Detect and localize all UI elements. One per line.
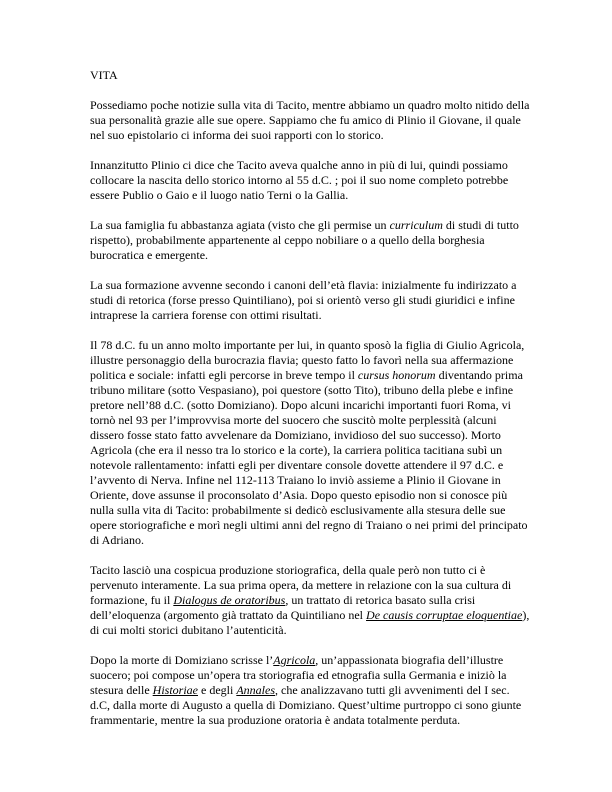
work-title-link: Agricola [273, 653, 316, 667]
work-title-link: Historiae [152, 683, 198, 697]
text-run: e degli [198, 683, 237, 697]
text-run: ), di cui molti storici dubitano l’autenticità. [90, 608, 530, 637]
text-run: di studi di tutto rispetto), probabilmente appartenente al ceppo nobiliare o a quello della borghesia burocratica e emergente. [90, 218, 519, 262]
text-run: Innanzitutto Plinio ci dice che Tacito aveva qualche anno in più di lui, quindi possiamo collocare la nascita dello storico intorno al 55 d.C. ; poi il suo nome completo potrebbe essere Publio o Gaio e il luogo natio Terni o la Gallia. [90, 158, 509, 202]
paragraph [90, 278, 530, 323]
text-run: La sua famiglia fu abbastanza agiata (visto che gli permise un [90, 218, 390, 232]
document-page [90, 68, 530, 743]
text-run: La sua formazione avvenne secondo i canoni dell’età flavia: inizialmente fu indirizzato a studi di retorica (forse presso Quintiliano), poi si orientò verso gli studi giuridici e infine intraprese la carriera forense con ottimi risultati. [90, 278, 517, 322]
paragraph [90, 653, 530, 728]
page-title: VITA [90, 68, 118, 82]
work-title-link: Annales [236, 683, 275, 697]
text-run: Tacito lasciò una cospicua produzione storiografica, della quale però non tutto ci è pervenuto interamente. La sua prima opera, da mettere in relazione con la sua cultura di formazione, fu il [90, 563, 512, 607]
text-run: diventando prima tribuno militare (sotto Vespasiano), poi questore (sotto Tito), tribuno della plebe e infine pretore nell’88 d.C. (sotto Domiziano). Dopo alcuni incarichi importanti fuori Roma, vi tornò nel 93 per l’improvvisa morte del suocero che suscitò molte perplessità (alcuni dissero fosse stato fatto avvelenare da Domiziano, invidioso del suo successo). Morto Agricola (che era il nesso tra lo storico e la corte), la carriera politica tacitiana subì un notevole rallentamento: infatti egli per diventare console dovette attendere il 97 d.C. e l’avvento di Nerva. Infine nel 112-113 Traiano lo inviò assieme a Plinio il Giovane in Oriente, dove assunse il proconsolato d’Asia. Dopo questo episodio non si conosce più nulla sulla vita di Tacito: probabilmente si dedicò esclusivamente alla stesura delle sue opere storiografiche e morì negli ultimi anni del regno di Traiano o nei primi del principato di Adriano. [90, 368, 528, 547]
paragraph [90, 218, 530, 263]
italic-term: cursus honorum [357, 368, 436, 382]
paragraph [90, 338, 530, 548]
work-title-link: Dialogus de oratoribus [173, 593, 286, 607]
work-title-link: De causis corruptae eloquentiae [366, 608, 523, 622]
text-run: Dopo la morte di Domiziano scrisse l’ [90, 653, 274, 667]
text-run: , un’appassionata biografia dell’illustre suocero; poi compose un’opera tra storiografia ed etnografia sulla Germania e iniziò la stesura delle [90, 653, 507, 697]
text-run: , un trattato di retorica basato sulla crisi dell’eloquenza (argomento già trattato da Quintiliano nel [90, 593, 476, 622]
italic-term: curriculum [389, 218, 443, 232]
paragraph [90, 98, 530, 143]
text-run: Possediamo poche notizie sulla vita di Tacito, mentre abbiamo un quadro molto nitido della sua personalità grazie alle sue opere. Sappiamo che fu amico di Plinio il Giovane, il quale nel suo epistolario ci informa dei suoi rapporti con lo storico. [90, 98, 530, 142]
paragraph [90, 563, 530, 638]
text-run: Il 78 d.C. fu un anno molto importante per lui, in quanto sposò la figlia di Giulio Agricola, illustre personaggio della burocrazia flavia; questo fatto lo favorì nella sua affermazione politica e sociale: infatti egli percorse in breve tempo il [90, 338, 525, 382]
document-body [90, 98, 530, 728]
text-run: , che analizzavano tutti gli avvenimenti del I sec. d.C, dalla morte di Augusto a quella di Domiziano. Quest’ultime purtroppo ci sono giunte frammentarie, mentre la sua produzione oratoria è andata totalmente perduta. [90, 683, 522, 727]
paragraph [90, 158, 530, 203]
